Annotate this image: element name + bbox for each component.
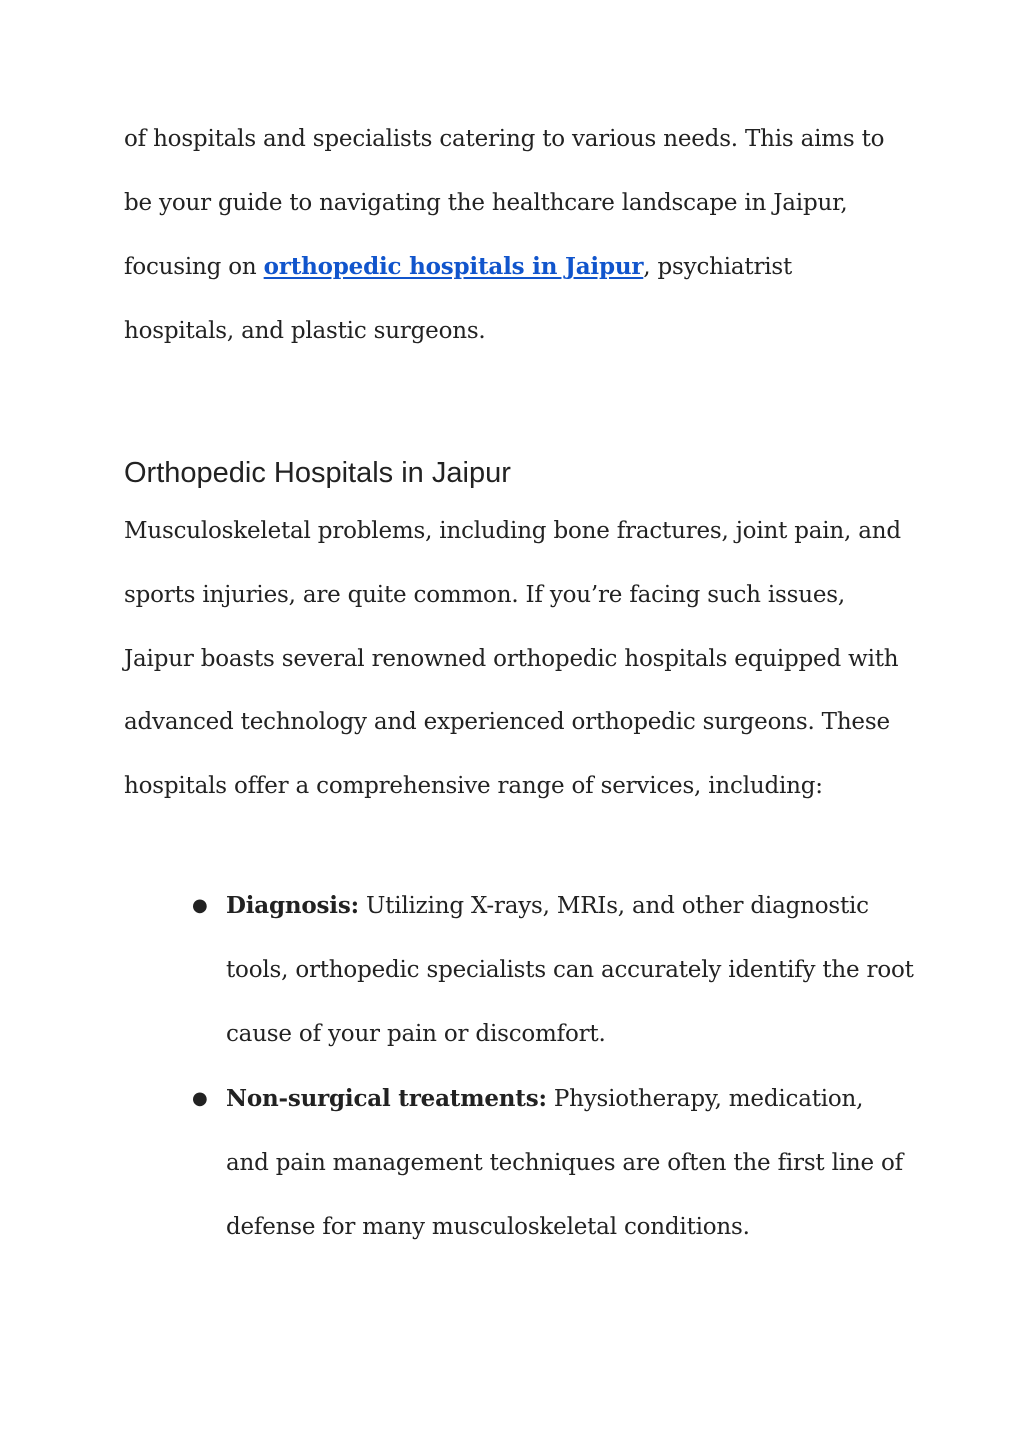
section-line-5: hospitals offer a comprehensive range of services, including: bbox=[124, 773, 823, 799]
section-line-4: advanced technology and experienced orthopedic surgeons. These bbox=[124, 709, 890, 735]
list-item-1-line-3: cause of your pain or discomfort. bbox=[226, 1021, 606, 1047]
list-item-1-label: Diagnosis: bbox=[226, 892, 359, 919]
section-heading: Orthopedic Hospitals in Jaipur bbox=[124, 457, 511, 489]
intro-line-3-prefix: focusing on bbox=[124, 254, 264, 280]
list-item-1-text: Utilizing X-rays, MRIs, and other diagnostic bbox=[358, 893, 869, 919]
intro-line-1: of hospitals and specialists catering to various needs. This aims to bbox=[124, 126, 885, 152]
list-item-2-line-2: and pain management techniques are often the first line of bbox=[226, 1150, 903, 1176]
list-item-2-text: Physiotherapy, medication, bbox=[546, 1086, 864, 1112]
orthopedic-hospitals-link[interactable]: orthopedic hospitals in Jaipur bbox=[263, 253, 644, 280]
list-item-1-line-2: tools, orthopedic specialists can accurately identify the root bbox=[226, 957, 914, 983]
intro-line-4: hospitals, and plastic surgeons. bbox=[124, 318, 486, 344]
intro-line-2: be your guide to navigating the healthcare landscape in Jaipur, bbox=[124, 190, 848, 216]
intro-line-3 bbox=[124, 252, 924, 282]
intro-line-3-suffix: , psychiatrist bbox=[643, 254, 793, 280]
bullet-icon: ● bbox=[192, 895, 208, 916]
section-line-3: Jaipur boasts several renowned orthopedic hospitals equipped with bbox=[124, 646, 899, 672]
section-line-2: sports injuries, are quite common. If you’re facing such issues, bbox=[124, 582, 845, 608]
list-item-1-line-1 bbox=[226, 891, 986, 921]
list-item-2-label: Non-surgical treatments: bbox=[226, 1085, 547, 1112]
section-line-1: Musculoskeletal problems, including bone fractures, joint pain, and bbox=[124, 518, 901, 544]
list-item-2-line-3: defense for many musculoskeletal conditions. bbox=[226, 1214, 750, 1240]
list-item-2-line-1 bbox=[226, 1084, 986, 1114]
bullet-icon: ● bbox=[192, 1088, 208, 1109]
